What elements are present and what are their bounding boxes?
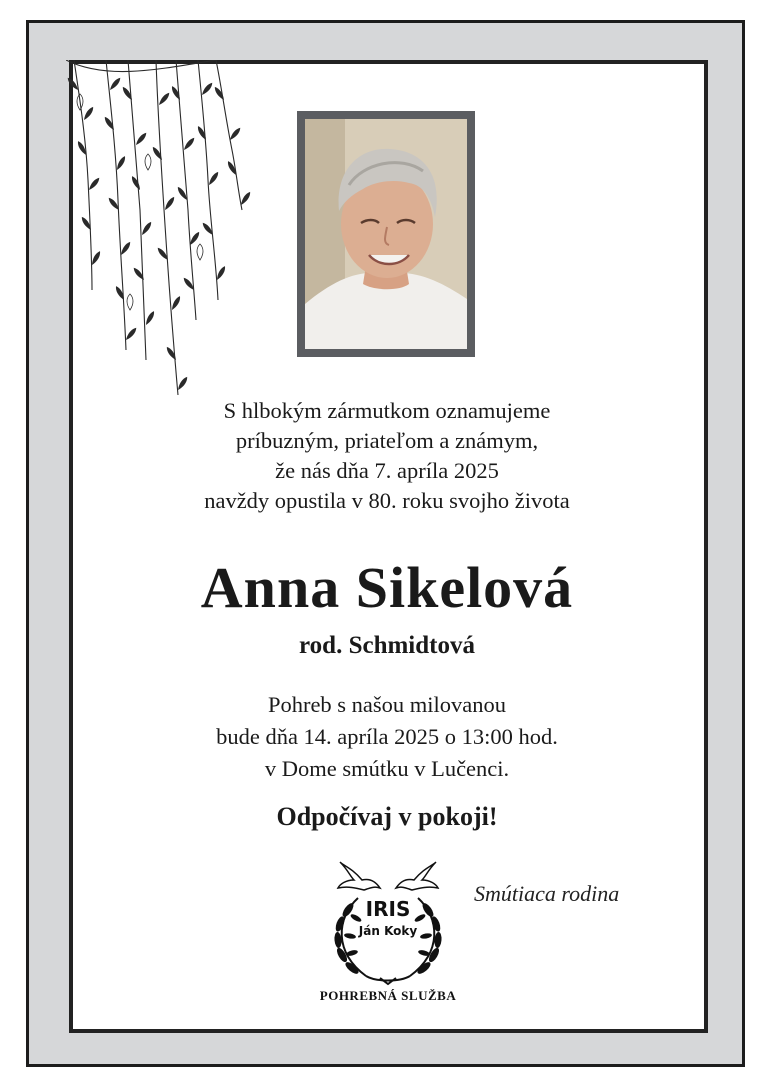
intro-line-3: že nás dňa 7. apríla 2025 <box>275 458 499 483</box>
funeral-details <box>67 689 707 785</box>
willow-branches-icon <box>66 60 256 400</box>
family-signature: Smútiaca rodina <box>474 881 620 906</box>
funeral-line-3: v Dome smútku v Lučenci. <box>264 756 510 781</box>
laurel-wreath-icon <box>318 858 458 988</box>
doves-icon <box>338 862 438 890</box>
funeral-line-2: bude dňa 14. apríla 2025 o 13:00 hod. <box>216 724 558 749</box>
intro-line-1: S hlbokým zármutkom oznamujeme <box>223 398 551 423</box>
logo-brand-name: IRIS <box>365 897 411 921</box>
portrait-photo <box>305 119 467 349</box>
intro-line-2: príbuzným, priateľom a známym, <box>235 428 539 453</box>
maiden-name: rod. Schmidtová <box>299 632 475 659</box>
portrait-frame <box>297 111 475 357</box>
funeral-line-1: Pohreb s našou milovanou <box>267 692 507 717</box>
deceased-name: Anna Sikelová <box>200 555 574 620</box>
intro-line-4: navždy opustila v 80. roku svojho života <box>204 488 570 513</box>
announcement-text <box>67 396 707 516</box>
closing-phrase: Odpočívaj v pokoji! <box>276 802 498 831</box>
logo-owner-name: Ján Koky <box>358 924 418 938</box>
funeral-service-logo <box>318 858 458 1008</box>
logo-service-label: POHREBNÁ SLUŽBA <box>319 988 457 1003</box>
